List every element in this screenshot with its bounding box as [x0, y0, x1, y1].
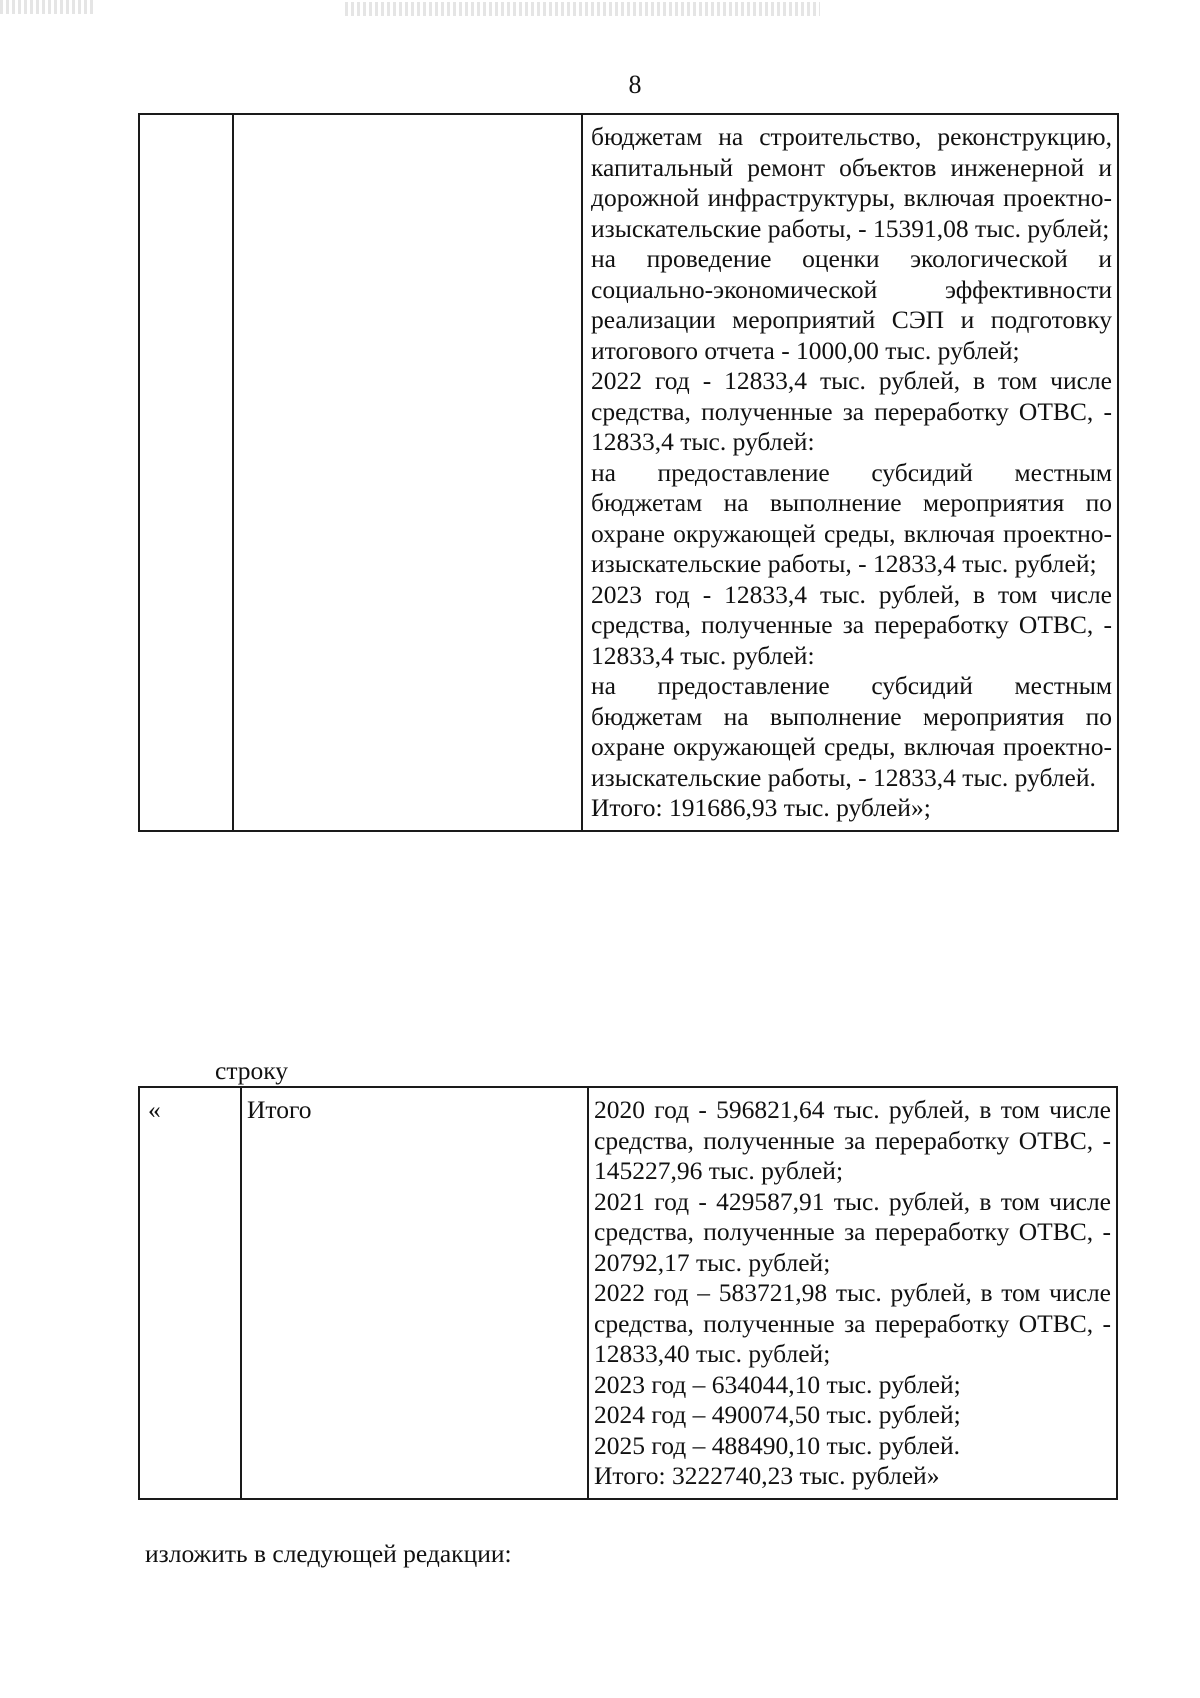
- paragraph: бюджетам на строительство, реконструкцию, капитальный ремонт объектов инженерной и дорожной инфраструктуры, включая проектно-изыскательские работы, - 15391,08 тыс. рублей;: [591, 122, 1112, 243]
- table-row: [139, 114, 1118, 831]
- paragraph: 2022 год - 12833,4 тыс. рублей, в том числе средства, полученные за переработку ОТВС, - 12833,4 тыс. рублей:: [591, 366, 1112, 456]
- paragraph: на проведение оценки экологической и социально-экономической эффективности реализации мероприятий СЭП и подготовку итогового отчета - 1000,00 тыс. рублей;: [591, 244, 1112, 365]
- total-line: Итого: 3222740,23 тыс. рублей»: [594, 1461, 940, 1490]
- itogo-table: [138, 1086, 1118, 1500]
- scan-artifact-left: [0, 0, 95, 14]
- opening-quote-cell: «: [139, 1087, 241, 1499]
- table-cell-text: [588, 1087, 1117, 1499]
- table-cell-empty-2: [233, 114, 582, 831]
- paragraph: 2022 год – 583721,98 тыс. рублей, в том числе средства, полученные за переработку ОТВС, - 12833,40 тыс. рублей;: [594, 1278, 1111, 1368]
- page-number: 8: [628, 70, 642, 99]
- table-cell-text: [582, 114, 1118, 831]
- itogo-label-cell: Итого: [241, 1087, 588, 1499]
- paragraph: 2025 год – 488490,10 тыс. рублей.: [594, 1430, 961, 1460]
- table-row: [139, 1087, 1117, 1499]
- continued-table: [138, 113, 1119, 832]
- paragraph: 2023 год - 12833,4 тыс. рублей, в том числе средства, полученные за переработку ОТВС, - 12833,4 тыс. рублей:: [591, 579, 1112, 670]
- paragraph: на предоставление субсидий местным бюджетам на выполнение мероприятия по охране окружающей среды, включая проектно-изыскательские работы, - 12833,4 тыс. рублей.: [591, 671, 1112, 792]
- paragraph: 2021 год - 429587,91 тыс. рублей, в том числе средства, полученные за переработку ОТВС, - 20792,17 тыс. рублей;: [594, 1186, 1111, 1277]
- paragraph: 2024 год – 490074,50 тыс. рублей;: [594, 1400, 961, 1429]
- label-izlozhit: изложить в следующей редакции:: [145, 1539, 512, 1568]
- table-cell-empty-1: [139, 114, 233, 831]
- paragraph: на предоставление субсидий местным бюджетам на выполнение мероприятия по охране окружающей среды, включая проектно-изыскательские работы, - 12833,4 тыс. рублей;: [591, 457, 1112, 578]
- label-stroku: строку: [215, 1056, 289, 1085]
- scan-artifact-top: [345, 2, 820, 16]
- paragraph: 2023 год – 634044,10 тыс. рублей;: [594, 1369, 961, 1399]
- paragraph: 2020 год - 596821,64 тыс. рублей, в том числе средства, полученные за переработку ОТВС, - 145227,96 тыс. рублей;: [594, 1095, 1111, 1185]
- total-line: Итого: 191686,93 тыс. рублей»;: [591, 793, 931, 822]
